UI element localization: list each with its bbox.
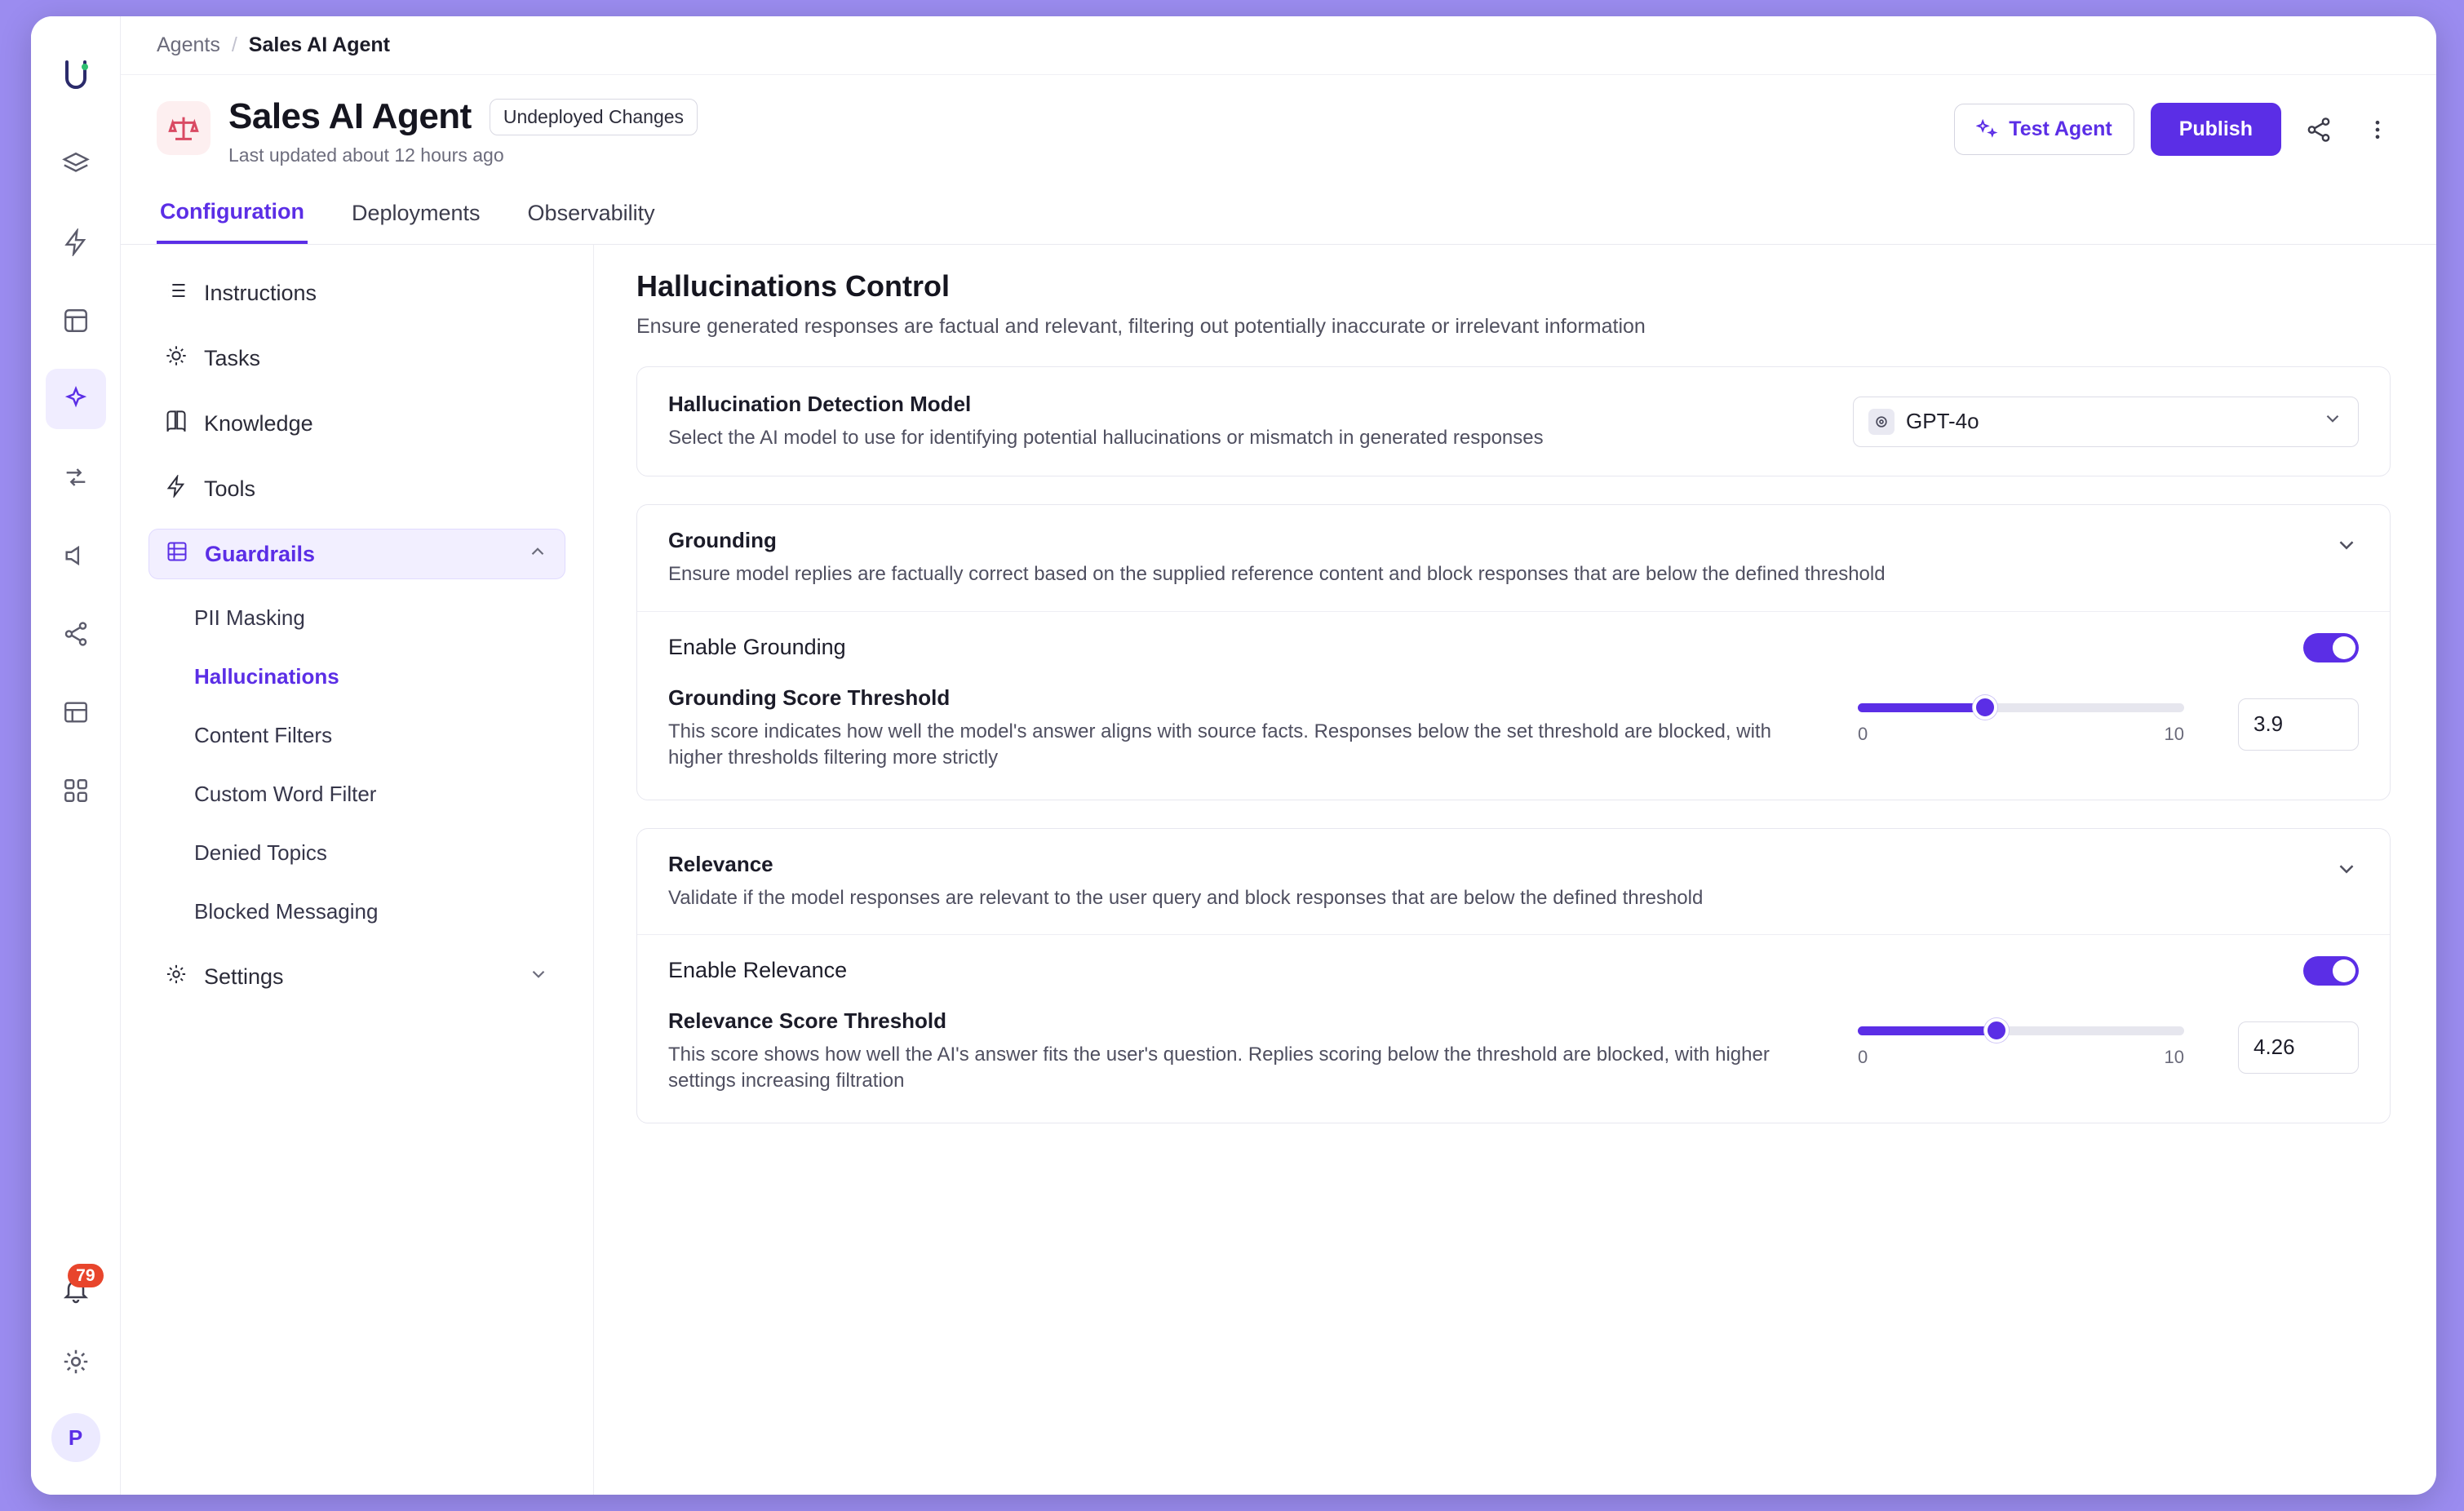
tab-observability[interactable]: Observability: [527, 201, 655, 225]
test-agent-button[interactable]: [1954, 104, 2134, 155]
breadcrumb-current: Sales AI Agent: [248, 33, 390, 56]
gear-icon: [165, 963, 188, 991]
detection-model-title: Hallucination Detection Model: [668, 392, 972, 416]
detection-model-card: [636, 366, 2391, 476]
sidebar-label: Guardrails: [205, 541, 316, 566]
relevance-card: [636, 828, 2391, 1123]
grounding-title: Grounding: [668, 528, 777, 553]
grounding-threshold-row: [637, 671, 2390, 800]
relevance-toggle-row: [637, 935, 2390, 994]
sidebar-item-content-filters[interactable]: Content Filters: [194, 722, 333, 747]
grounding-slider-min: 0: [1858, 723, 1868, 744]
relevance-threshold-row: [637, 994, 2390, 1123]
relevance-description: Validate if the model responses are relevant to the user query and block responses that are below the defined threshold: [668, 886, 1704, 909]
publish-label: Publish: [2178, 117, 2253, 140]
target-icon: [165, 344, 188, 373]
breadcrumb: [121, 16, 2436, 75]
body: [121, 245, 2436, 1495]
grounding-slider-track[interactable]: [1858, 703, 2184, 712]
sidebar-item-tasks[interactable]: [148, 333, 565, 383]
breadcrumb-root[interactable]: Agents: [157, 33, 220, 56]
rail-item-workflows[interactable]: [46, 447, 106, 507]
relevance-threshold-title: Relevance Score Threshold: [668, 1008, 947, 1033]
page-title: Sales AI Agent: [228, 96, 472, 136]
grounding-toggle-row: [637, 612, 2390, 671]
grounding-header[interactable]: [637, 505, 2390, 611]
sidebar-item-custom-word-filter[interactable]: Custom Word Filter: [194, 781, 377, 806]
grounding-slider-max: 10: [2164, 723, 2184, 744]
relevance-slider-max: 10: [2164, 1046, 2184, 1067]
relevance-slider-track[interactable]: [1858, 1026, 2184, 1035]
share-icon[interactable]: [2298, 109, 2340, 151]
sidebar-item-blocked-messaging[interactable]: Blocked Messaging: [194, 898, 379, 924]
grounding-description: Ensure model replies are factually correct based on the supplied reference content and block responses that are below the defined threshold: [668, 563, 1886, 586]
settings-button[interactable]: [46, 1332, 106, 1392]
sidebar-label: Instructions: [204, 280, 317, 305]
detection-model-description: Select the AI model to use for identifying potential hallucinations or mismatch in generated responses: [668, 427, 1544, 449]
tab-configuration[interactable]: Configuration: [157, 188, 308, 244]
relevance-threshold-input[interactable]: 4.26: [2238, 1021, 2359, 1074]
grounding-toggle-label: Enable Grounding: [668, 635, 846, 660]
grounding-threshold-title: Grounding Score Threshold: [668, 685, 951, 710]
scales-icon: [157, 101, 211, 155]
test-agent-label: Test Agent: [2009, 117, 2112, 140]
chevron-down-icon[interactable]: [2334, 533, 2359, 561]
section-description: Ensure generated responses are factual and relevant, filtering out potentially inaccurate or irrelevant information: [636, 315, 1646, 338]
rail-item-dashboard[interactable]: [46, 290, 106, 351]
lightning-icon: [165, 475, 188, 503]
rail-item-activity[interactable]: [46, 212, 106, 273]
sidebar-item-tools[interactable]: [148, 463, 565, 514]
rail-item-apps[interactable]: [46, 760, 106, 821]
rail-item-datasets[interactable]: [46, 682, 106, 742]
sidebar-item-hallucinations[interactable]: Hallucinations: [194, 663, 339, 689]
grid-frame-icon: [166, 540, 188, 569]
publish-button[interactable]: [2151, 103, 2281, 156]
notifications-button[interactable]: [61, 1266, 95, 1309]
sidebar-label: Tasks: [204, 345, 261, 370]
sidebar-label: Tools: [204, 476, 256, 501]
config-sidebar: [121, 245, 594, 1495]
detection-model-value: GPT-4o: [1906, 409, 1979, 434]
sidebar-item-settings[interactable]: [148, 951, 565, 1002]
rail-item-campaigns[interactable]: [46, 525, 106, 586]
sidebar-item-denied-topics[interactable]: Denied Topics: [194, 840, 327, 865]
list-icon: [165, 279, 188, 308]
chevron-down-icon[interactable]: [528, 964, 549, 990]
sidebar-item-pii-masking[interactable]: PII Masking: [194, 605, 305, 630]
left-rail: [31, 16, 121, 1495]
section-title: Hallucinations Control: [636, 269, 951, 303]
status-badge: Undeployed Changes: [490, 99, 698, 135]
brand-logo-icon[interactable]: [52, 51, 100, 98]
tab-bar: [121, 188, 2436, 245]
grounding-toggle[interactable]: [2303, 633, 2359, 662]
relevance-threshold-description: This score shows how well the AI's answer fits the user's question. Replies scoring below the threshold are blocked, with higher settings increasing filtration: [668, 1043, 1770, 1092]
last-updated-text: Last updated about 12 hours ago: [228, 144, 504, 166]
relevance-title: Relevance: [668, 851, 773, 876]
relevance-slider-min: 0: [1858, 1046, 1868, 1067]
rail-item-integrations[interactable]: [46, 604, 106, 664]
grounding-threshold-description: This score indicates how well the model's answer aligns with source facts. Responses below the set threshold are blocked, with higher thresholds filtering more strictly: [668, 720, 1771, 769]
sidebar-label: Settings: [204, 964, 284, 989]
chevron-down-icon[interactable]: [2334, 857, 2359, 885]
notification-badge: 79: [68, 1264, 103, 1287]
sidebar-item-guardrails[interactable]: [148, 529, 565, 579]
sidebar-item-instructions[interactable]: [148, 268, 565, 318]
detection-model-select[interactable]: [1853, 397, 2359, 447]
relevance-toggle[interactable]: [2303, 956, 2359, 986]
avatar[interactable]: P: [51, 1413, 100, 1462]
sidebar-label: Knowledge: [204, 410, 313, 436]
grounding-card: [636, 504, 2391, 800]
relevance-slider[interactable]: [1858, 1008, 2184, 1068]
grounding-threshold-input[interactable]: 3.9: [2238, 698, 2359, 751]
relevance-toggle-label: Enable Relevance: [668, 958, 848, 983]
sparkle-icon: [1976, 118, 1999, 141]
page-header: [121, 75, 2436, 166]
rail-item-layers[interactable]: [46, 134, 106, 194]
relevance-header[interactable]: [637, 829, 2390, 935]
more-vertical-icon[interactable]: [2356, 109, 2399, 151]
breadcrumb-separator: /: [231, 33, 237, 56]
model-icon: [1868, 409, 1895, 435]
rail-item-agents[interactable]: [46, 369, 106, 429]
main-column: [121, 16, 2436, 1495]
sidebar-item-knowledge[interactable]: [148, 398, 565, 449]
grounding-slider[interactable]: [1858, 685, 2184, 745]
chevron-up-icon[interactable]: [527, 541, 548, 568]
content-panel: [594, 245, 2436, 1495]
chevron-down-icon[interactable]: [2322, 408, 2343, 435]
app-window: [31, 16, 2436, 1495]
tab-deployments[interactable]: Deployments: [351, 201, 481, 225]
book-icon: [165, 410, 188, 438]
